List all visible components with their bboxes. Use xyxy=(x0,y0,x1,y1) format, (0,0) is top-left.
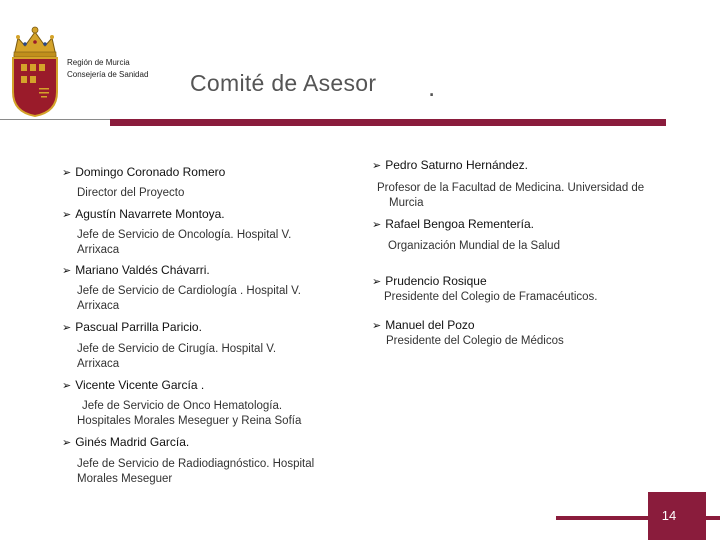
member-entry xyxy=(372,318,564,349)
header-accent-bar xyxy=(110,119,666,126)
member-name: Manuel del Pozo xyxy=(385,318,475,332)
member-role: Presidente del Colegio de Framacéuticos. xyxy=(384,291,598,303)
page-title: Comité de Asesor xyxy=(190,70,377,96)
member-entry xyxy=(372,217,560,254)
member-name: Pascual Parrilla Paricio. xyxy=(75,320,202,334)
arrow-bullet-icon: ➢ xyxy=(372,160,382,172)
member-role: Presidente del Colegio de Médicos xyxy=(386,335,564,347)
member-entry xyxy=(62,165,225,201)
arrow-bullet-icon: ➢ xyxy=(62,322,72,334)
arrow-bullet-icon: ➢ xyxy=(372,320,382,332)
member-role: Organización Mundial de la Salud xyxy=(388,240,560,252)
organization-label xyxy=(67,57,148,81)
region-name: Región de Murcia xyxy=(67,58,130,67)
region-crest-logo xyxy=(8,22,62,118)
member-role: Jefe de Servicio de Oncología. Hospital V. Arrixaca xyxy=(77,229,292,256)
member-entry xyxy=(62,435,314,486)
arrow-bullet-icon: ➢ xyxy=(62,380,72,392)
member-entry xyxy=(372,274,598,305)
member-name: Domingo Coronado Romero xyxy=(75,165,226,179)
arrow-bullet-icon: ➢ xyxy=(62,437,72,449)
member-name: Rafael Bengoa Rementería. xyxy=(385,217,534,231)
member-entry xyxy=(62,263,301,313)
member-role: Jefe de Servicio de Cirugía. Hospital V. Arrixaca xyxy=(77,343,277,370)
member-entry xyxy=(372,158,644,210)
member-name: Mariano Valdés Chávarri. xyxy=(75,263,210,277)
member-role: Jefe de Servicio de Radiodiagnóstico. Hospital Morales Meseguer xyxy=(77,458,315,485)
arrow-bullet-icon: ➢ xyxy=(62,167,72,179)
member-role: Director del Proyecto xyxy=(77,187,185,199)
member-name: Ginés Madrid García. xyxy=(75,435,190,449)
member-name: Pedro Saturno Hernández. xyxy=(385,158,528,172)
arrow-bullet-icon: ➢ xyxy=(62,209,72,221)
department-name: Consejería de Sanidad xyxy=(67,70,149,79)
member-entry xyxy=(62,207,291,257)
member-entry xyxy=(62,378,301,428)
page-title-dot: . xyxy=(428,72,436,102)
member-role: Jefe de Servicio de Onco Hematología. Hospitales Morales Meseguer y Reina Sofía xyxy=(77,400,302,427)
member-role: Jefe de Servicio de Cardiología . Hospital V. Arrixaca xyxy=(77,285,301,312)
member-name: Vicente Vicente García . xyxy=(75,378,205,392)
member-name: Prudencio Rosique xyxy=(385,274,487,288)
member-entry xyxy=(62,320,276,371)
arrow-bullet-icon: ➢ xyxy=(372,219,382,231)
member-name: Agustín Navarrete Montoya. xyxy=(75,207,225,221)
arrow-bullet-icon: ➢ xyxy=(62,265,72,277)
arrow-bullet-icon: ➢ xyxy=(372,276,382,288)
page-number: 14 xyxy=(661,508,677,523)
crown-icon xyxy=(14,27,56,57)
member-role: Profesor de la Facultad de Medicina. Universidad de Murcia xyxy=(377,182,645,209)
